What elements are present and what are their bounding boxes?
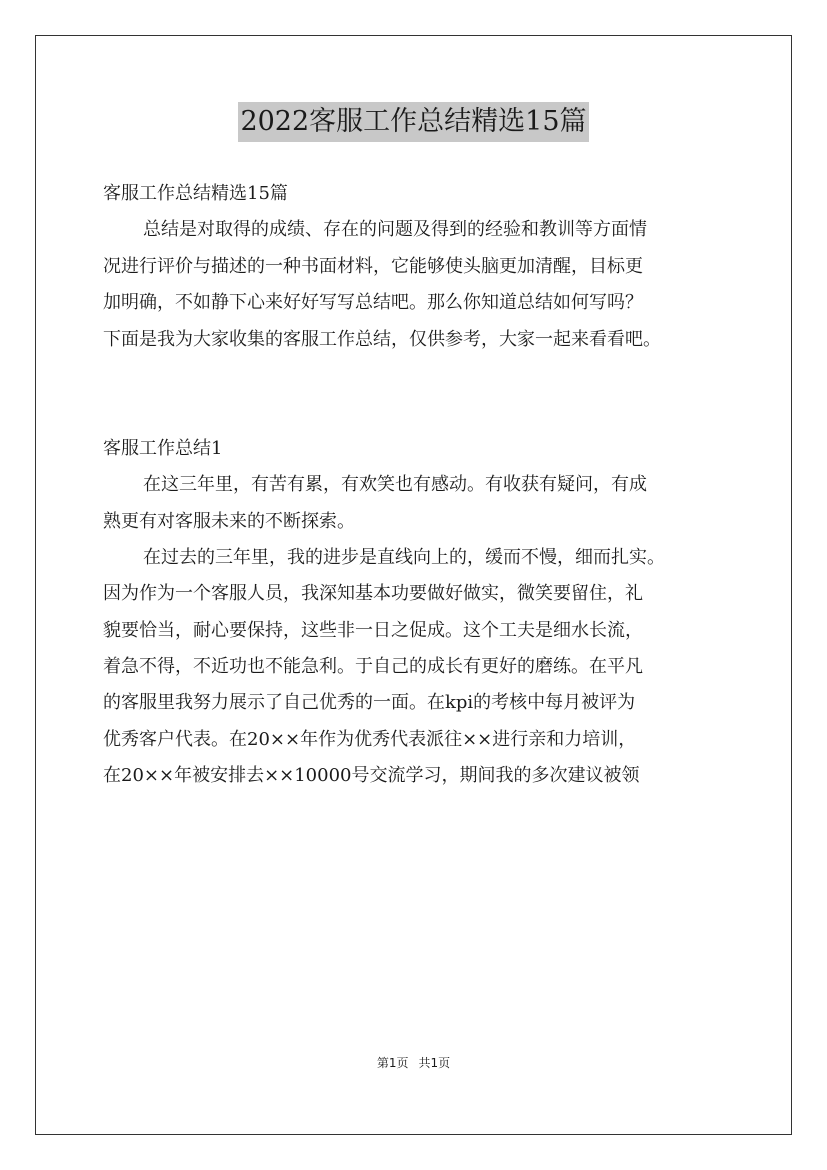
paragraph-line: 在20××年被安排去××10000号交流学习，期间我的多次建议被领 — [103, 765, 640, 787]
document-body — [103, 176, 743, 795]
page-number-current: 第1页 — [376, 1056, 409, 1070]
paragraph-line: 在这三年里，有苦有累，有欢笑也有感动。有收获有疑问，有成 — [143, 474, 647, 496]
intro-line: 总结是对取得的成绩、存在的问题及得到的经验和教训等方面情 — [143, 219, 647, 241]
paragraph-gap — [103, 358, 743, 394]
subtitle: 客服工作总结精选15篇 — [103, 183, 288, 204]
paragraph-line: 在过去的三年里，我的进步是直线向上的，缓而不慢，细而扎实。 — [143, 546, 665, 568]
page-number-total: 共1页 — [418, 1056, 451, 1070]
paragraph-line: 优秀客户代表。在20××年作为优秀代表派往××进行亲和力培训， — [103, 728, 637, 750]
paragraph-line: 着急不得，不近功也不能急利。于自己的成长有更好的磨练。在平凡 — [103, 656, 643, 678]
paragraph-line: 的客服里我努力展示了自己优秀的一面。在kpi的考核中每月被评为 — [103, 692, 636, 714]
intro-line: 下面是我为大家收集的客服工作总结，仅供参考，大家一起来看看吧。 — [103, 328, 661, 350]
page-footer — [0, 1055, 827, 1071]
paragraph-line: 因为作为一个客服人员，我深知基本功要做好做实，微笑要留住，礼 — [103, 583, 643, 605]
document-title: 2022客服工作总结精选15篇 — [238, 102, 588, 142]
paragraph-line: 貌要恰当，耐心要保持，这些非一日之促成。这个工夫是细水长流， — [103, 619, 643, 641]
paragraph-gap — [103, 394, 743, 430]
paragraph-line: 熟更有对客服未来的不断探索。 — [103, 510, 355, 532]
section-heading: 客服工作总结1 — [103, 437, 223, 459]
intro-line: 加明确，不如静下心来好好写写总结吧。那么你知道总结如何写吗？ — [103, 292, 643, 314]
title-container — [0, 102, 827, 142]
intro-line: 况进行评价与描述的一种书面材料，它能够使头脑更加清醒，目标更 — [103, 255, 643, 277]
